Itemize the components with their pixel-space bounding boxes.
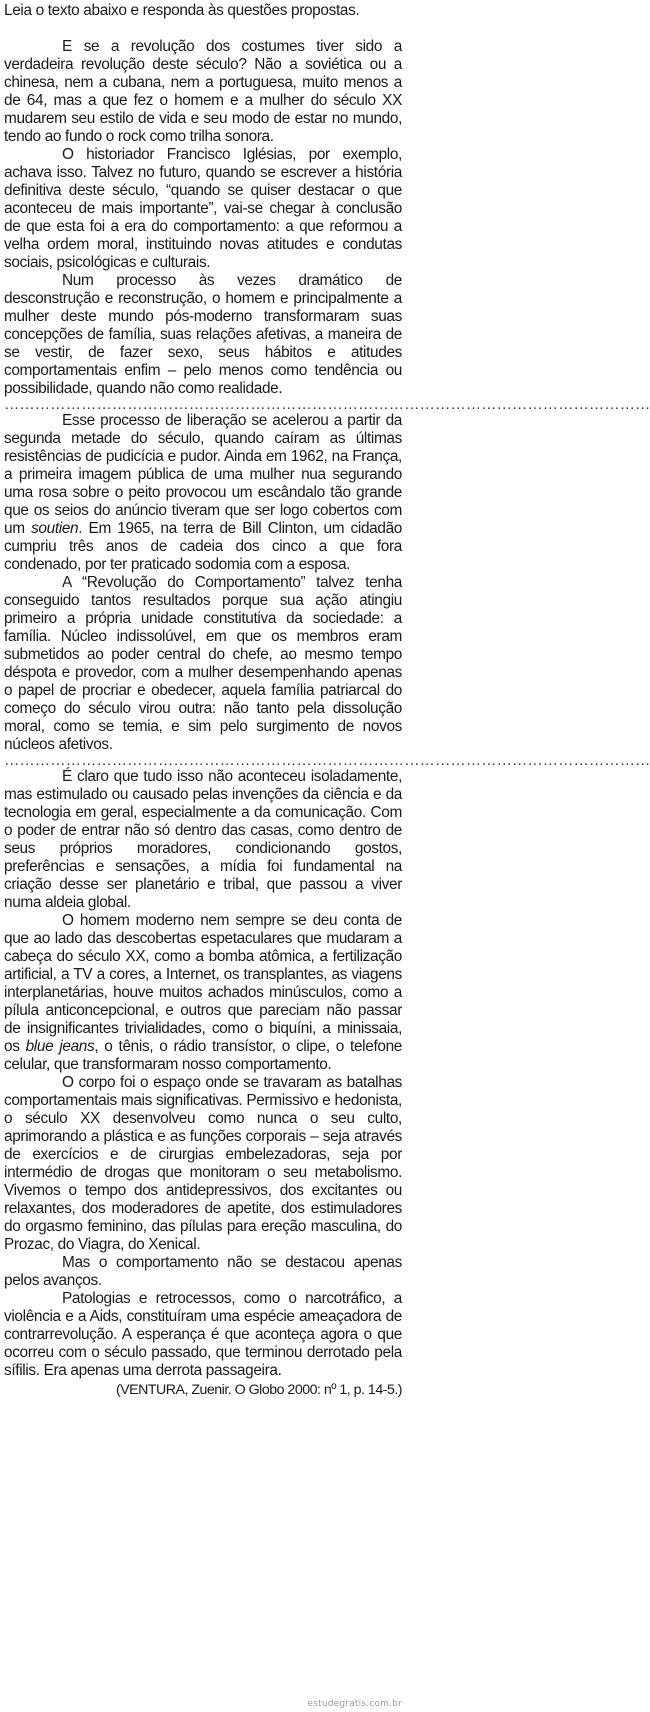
text-document	[4, 2, 650, 1399]
paragraph-7-part-a: O homem moderno nem sempre se deu conta de que ao lado das descobertas espetaculares que mudaram a cabeça do século XX, como a bomba atômica, a fertilização artificial, a TV a cores, a Internet, os transplantes, as viagens interplanetárias, houve muitos achados minúsculos, como a pílula anticoncepcional, e outros que pareciam não passar de insignificantes trivialidades, como o biquíni, a minissaia, os	[4, 912, 402, 1055]
paragraph-5: A “Revolução do Comportamento” talvez tenha conseguido tantos resultados porque sua ação atingiu primeiro a própria unidade constitutiva da sociedade: a família. Núcleo indissolúvel, em que os membros eram submetidos ao poder central do chefe, ao mesmo tempo déspota e provedor, com a mulher desempenhando apenas o papel de procriar e obedecer, aquela família patriarcal do começo do século virou outra: não tanto pela dissolução moral, como se temia, e sim pelo surgimento de novos núcleos afetivos.	[4, 574, 402, 753]
paragraph-4	[4, 412, 402, 574]
paragraph-9: Mas o comportamento não se destacou apenas pelos avanços.	[4, 1254, 402, 1289]
omission-mark: ………………………………………………………………………………………………………………	[4, 752, 650, 769]
paragraph-7	[4, 912, 402, 1074]
paragraph-4-part-a: Esse processo de liberação se acelerou a partir da segunda metade do século, quando caíram as últimas resistências de pudicícia e pudor. Ainda em 1962, na França, a primeira imagem pública de uma mulher nua segurando uma rosa sobre o peito provocou um escândalo tão grande que os seios do anúncio tiveram que ser logo cobertos com um	[4, 412, 402, 537]
paragraph-4-italic: soutien	[31, 520, 79, 537]
omission-mark: ………………………………………………………………………………………………………………	[4, 396, 650, 413]
paragraph-3: Num processo às vezes dramático de desconstrução e reconstrução, o homem e principalmente a mulher deste mundo pós-moderno transformaram suas concepções de família, suas relações afetivas, a maneira de se vestir, de fazer sexo, seus hábitos e atitudes comportamentais enfim – pelo menos como tendência ou possibilidade, quando não como realidade.	[4, 272, 402, 397]
paragraph-8: O corpo foi o espaço onde se travaram as batalhas comportamentais mais significativas. Permissivo e hedonista, o século XX desenvolveu como nunca o seu culto, aprimorando a plástica e as funções corporais – seja através de exercícios e de cirurgias embelezadoras, seja por intermédio de drogas que monitoram o seu metabolismo. Vivemos o tempo dos antidepressivos, dos excitantes ou relaxantes, dos moderadores de apetite, dos estimuladores do orgasmo feminino, das pílulas para ereção masculina, do Prozac, do Viagra, do Xenical.	[4, 1074, 402, 1253]
paragraph-4-part-b: . Em 1965, na terra de Bill Clinton, um cidadão cumpriu três anos de cadeia dos cinco a que fora condenado, por ter praticado sodomia com a esposa.	[4, 520, 402, 573]
source-citation: (VENTURA, Zuenir. O Globo 2000: nº 1, p. 14-5.)	[115, 1382, 402, 1398]
watermark-text: estudegratis.com.br	[307, 1699, 402, 1709]
paragraph-1: E se a revolução dos costumes tiver sido a verdadeira revolução deste século? Não a soviética ou a chinesa, nem a cubana, nem a portuguesa, muito menos a de 64, mas a que fez o homem e a mulher do século XX mudarem seu estilo de vida e seu modo de estar no mundo, tendo ao fundo o rock como trilha sonora.	[4, 38, 402, 145]
paragraph-2: O historiador Francisco Iglésias, por exemplo, achava isso. Talvez no futuro, quando se escrever a história definitiva deste século, “quando se quiser destacar o que aconteceu de mais importante”, vai-se chegar à conclusão de que esta foi a era do comportamento: a que reformou a velha ordem moral, instituindo novas atitudes e condutas sociais, psicológicas e culturais.	[4, 146, 402, 271]
paragraph-10: Patologias e retrocessos, como o narcotráfico, a violência e a Aids, constituíram uma espécie ameaçadora de contrarrevolução. A esperança é que aconteça agora o que ocorreu com o século passado, que terminou derrotado pela sífilis. Era apenas uma derrota passageira.	[4, 1290, 402, 1379]
paragraph-6: É claro que tudo isso não aconteceu isoladamente, mas estimulado ou causado pelas invenções da ciência e da tecnologia em geral, especialmente a da comunicação. Com o poder de entrar não só dentro das casas, como dentro de seus próprios moradores, condicionando gostos, preferências e sensações, a mídia foi fundamental na criação desse ser planetário e tribal, que passou a viver numa aldeia global.	[4, 768, 402, 911]
paragraph-7-italic: blue jeans	[25, 1038, 95, 1055]
instruction-text: Leia o texto abaixo e responda às questões propostas.	[4, 2, 360, 19]
paragraph-7-part-b: , o tênis, o rádio transístor, o clipe, o telefone celular, que transformaram nosso comportamento.	[4, 1038, 402, 1073]
